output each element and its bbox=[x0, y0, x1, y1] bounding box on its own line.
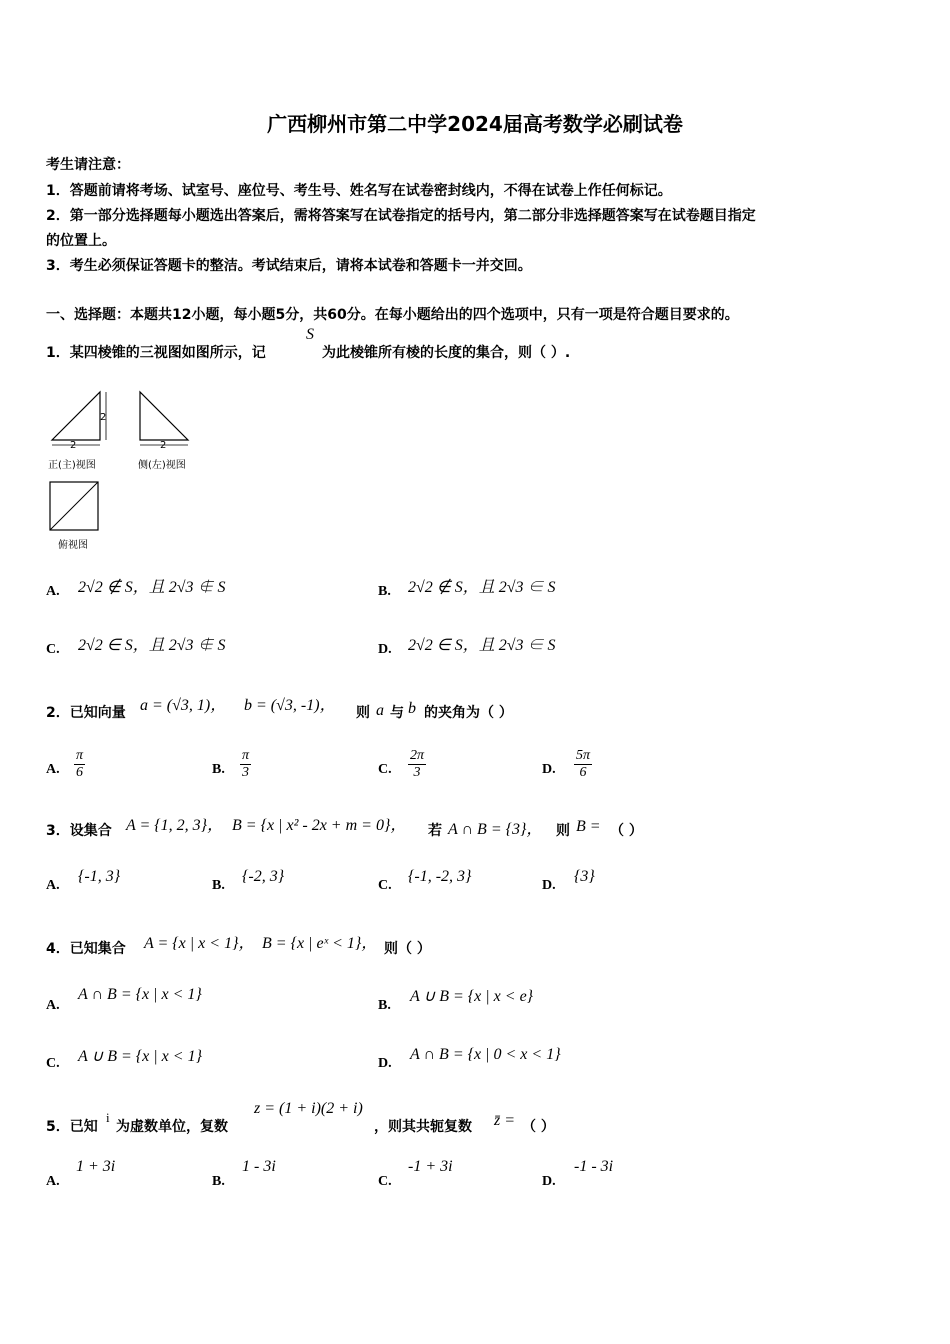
q2-option-b[interactable] bbox=[240, 748, 251, 781]
q3-option-a-label[interactable]: A. bbox=[46, 878, 60, 893]
front-view-height-dim: 2 bbox=[100, 412, 107, 423]
side-view-label: 侧(左)视图 bbox=[138, 460, 186, 471]
q2-option-a-label[interactable]: A. bbox=[46, 762, 60, 777]
q2-vec-a: a = (√3, 1)， bbox=[140, 697, 227, 714]
q2-option-a-num: π bbox=[76, 748, 84, 763]
q2-option-b-den: 3 bbox=[242, 765, 249, 780]
q5-stem-b: 为虚数单位，复数 bbox=[116, 1119, 228, 1135]
q1-option-c[interactable]: 2√2 ∈ S，且 2√3 ∉ S bbox=[78, 637, 226, 654]
q2-option-a[interactable] bbox=[74, 748, 85, 781]
q5-option-d[interactable]: -1 - 3i bbox=[574, 1158, 614, 1175]
q2-option-d-den: 6 bbox=[579, 765, 587, 780]
q3-option-d-label[interactable]: D. bbox=[542, 878, 556, 893]
front-view-label: 正(主)视图 bbox=[48, 460, 96, 471]
q2-option-d[interactable] bbox=[574, 748, 592, 781]
q5-option-a[interactable]: 1 + 3i bbox=[76, 1158, 116, 1175]
q5-option-c-label[interactable]: C. bbox=[378, 1174, 392, 1189]
q1-option-a[interactable]: 2√2 ∉ S，且 2√3 ∉ S bbox=[78, 579, 226, 596]
q3-option-b[interactable]: {-2, 3} bbox=[242, 868, 285, 885]
page-title: 广西柳州市第二中学2024届高考数学必刷试卷 bbox=[267, 112, 683, 136]
q4-option-a-label[interactable]: A. bbox=[46, 998, 60, 1013]
q1-option-b-label[interactable]: B. bbox=[378, 584, 391, 599]
q2-a: a bbox=[376, 702, 384, 719]
q2-option-d-label[interactable]: D. bbox=[542, 762, 556, 777]
q5-option-b[interactable]: 1 - 3i bbox=[242, 1158, 276, 1175]
q4-stem-a: 4．已知集合 bbox=[46, 941, 126, 957]
q5-stem-a: 5．已知 bbox=[46, 1119, 98, 1135]
q2-b: b bbox=[408, 700, 416, 717]
q1-stem-b: 为此棱锥所有棱的长度的集合，则（ ）. bbox=[322, 345, 571, 361]
q5-option-c[interactable]: -1 + 3i bbox=[408, 1158, 453, 1175]
q4-option-d-label[interactable]: D. bbox=[378, 1056, 392, 1071]
q2-option-c-den: 3 bbox=[413, 765, 421, 780]
q3-condition: A ∩ B = {3}， bbox=[448, 821, 543, 838]
q3-option-a[interactable]: {-1, 3} bbox=[78, 868, 121, 885]
notice-heading: 考生请注意： bbox=[46, 157, 130, 173]
top-view-figure bbox=[48, 480, 102, 534]
q4-set-a: A = {x | x < 1}， bbox=[144, 935, 255, 952]
q2-option-c[interactable] bbox=[408, 748, 426, 781]
q4-set-b: B = {x | eˣ < 1}， bbox=[262, 935, 378, 952]
q4-stem-b: 则（ ） bbox=[384, 941, 431, 957]
q2-option-d-num: 5π bbox=[576, 748, 591, 763]
q1-stem-a: 1．某四棱锥的三视图如图所示，记 bbox=[46, 345, 266, 361]
q4-option-c-label[interactable]: C. bbox=[46, 1056, 60, 1071]
q3-set-a: A = {1, 2, 3}， bbox=[126, 817, 224, 834]
q3-stem-a: 3．设集合 bbox=[46, 823, 112, 839]
q3-ask: B = bbox=[576, 818, 601, 835]
q3-option-d[interactable]: {3} bbox=[574, 868, 595, 885]
q2-stem-c: 的夹角为（ ） bbox=[424, 705, 513, 721]
q4-option-c[interactable]: A ∪ B = {x | x < 1} bbox=[78, 1048, 202, 1065]
q4-option-b-label[interactable]: B. bbox=[378, 998, 391, 1013]
q3-stem-b: 若 bbox=[428, 823, 442, 839]
q5-option-d-label[interactable]: D. bbox=[542, 1174, 556, 1189]
q2-stem-b: 则 bbox=[356, 705, 370, 721]
q5-option-a-label[interactable]: A. bbox=[46, 1174, 60, 1189]
q2-option-c-num: 2π bbox=[410, 748, 425, 763]
q5-stem-c: ，则其共轭复数 bbox=[374, 1119, 472, 1135]
q3-option-c-label[interactable]: C. bbox=[378, 878, 392, 893]
q3-stem-c: 则 bbox=[556, 823, 570, 839]
notice-item: 1．答题前请将考场、试室号、座位号、考生号、姓名写在试卷密封线内，不得在试卷上作任何标记。 bbox=[46, 183, 672, 199]
front-view-width-dim: 2 bbox=[70, 440, 77, 451]
section-heading: 一、选择题：本题共12小题，每小题5分，共60分。在每小题给出的四个选项中，只有一项是符合题目要求的。 bbox=[46, 307, 739, 323]
q5-i: i bbox=[106, 1110, 110, 1125]
q2-option-b-num: π bbox=[242, 748, 250, 763]
top-view-label: 俯视图 bbox=[58, 540, 88, 551]
q1-option-a-label[interactable]: A. bbox=[46, 584, 60, 599]
q4-option-b[interactable]: A ∪ B = {x | x < e} bbox=[410, 988, 534, 1005]
q3-option-b-label[interactable]: B. bbox=[212, 878, 225, 893]
q1-option-d[interactable]: 2√2 ∈ S，且 2√3 ∈ S bbox=[408, 637, 556, 654]
q1-option-d-label[interactable]: D. bbox=[378, 642, 392, 657]
q5-stem-d: （ ） bbox=[522, 1119, 555, 1135]
q2-with: 与 bbox=[390, 705, 404, 721]
q2-vec-b: b = (√3, -1)， bbox=[244, 697, 336, 714]
q1-option-b[interactable]: 2√2 ∉ S，且 2√3 ∈ S bbox=[408, 579, 556, 596]
q5-expression: z = (1 + i)(2 + i) bbox=[254, 1100, 363, 1117]
q5-option-b-label[interactable]: B. bbox=[212, 1174, 225, 1189]
notice-item: 2．第一部分选择题每小题选出答案后，需将答案写在试卷指定的括号内，第二部分非选择题答案写在试卷题目指定 bbox=[46, 208, 756, 224]
q1-option-c-label[interactable]: C. bbox=[46, 642, 60, 657]
q2-option-a-den: 6 bbox=[76, 765, 83, 780]
q1-stem bbox=[46, 342, 266, 362]
side-view-width-dim: 2 bbox=[160, 440, 167, 451]
q2-option-b-label[interactable]: B. bbox=[212, 762, 225, 777]
q3-option-c[interactable]: {-1, -2, 3} bbox=[408, 868, 472, 885]
q1-var: S bbox=[306, 326, 314, 343]
q4-option-a[interactable]: A ∩ B = {x | x < 1} bbox=[78, 986, 202, 1003]
notice-item: 3．考生必须保证答题卡的整洁。考试结束后，请将本试卷和答题卡一并交回。 bbox=[46, 258, 532, 274]
q5-zbar: z̄ = bbox=[494, 1112, 516, 1129]
notice-item: 的位置上。 bbox=[46, 233, 116, 249]
q4-option-d[interactable]: A ∩ B = {x | 0 < x < 1} bbox=[410, 1046, 561, 1063]
q3-set-b: B = {x | x² - 2x + m = 0}， bbox=[232, 817, 407, 834]
side-view-figure bbox=[136, 388, 198, 448]
q2-option-c-label[interactable]: C. bbox=[378, 762, 392, 777]
q2-stem-a: 2．已知向量 bbox=[46, 705, 126, 721]
q3-stem-d: （ ） bbox=[610, 823, 643, 839]
